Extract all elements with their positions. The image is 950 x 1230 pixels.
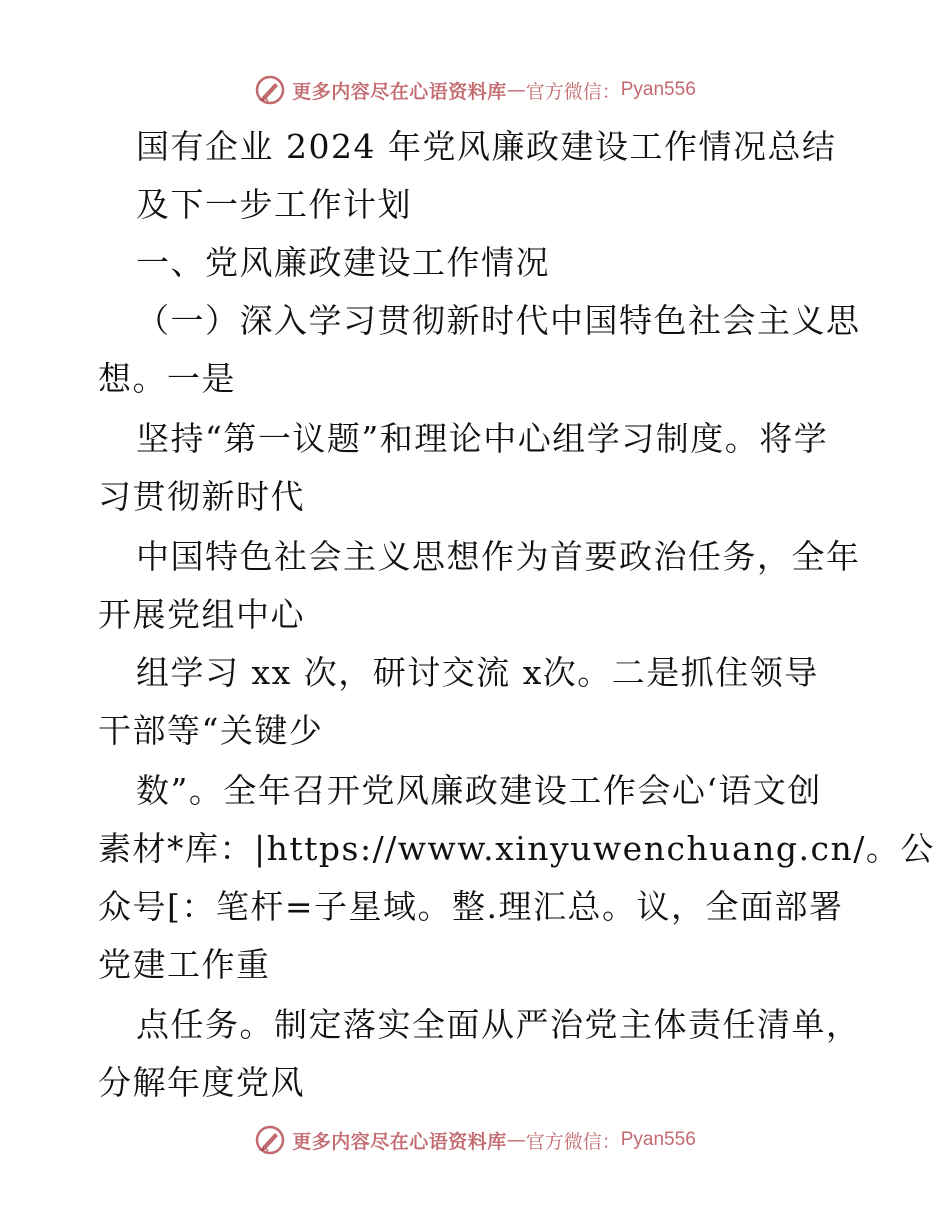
watermark-wechat-id: Pyan556 <box>620 1129 696 1150</box>
watermark-wechat-label: 官方微信： <box>525 1130 621 1153</box>
document-title-line-2: 及下一步工作计划 <box>136 185 412 224</box>
watermark-wechat-label: 官方微信： <box>525 80 621 103</box>
header-watermark-banner <box>0 70 950 110</box>
paragraph-line: 习贯彻新时代 <box>98 477 305 516</box>
watermark-separator: — <box>506 1129 526 1151</box>
paragraph-line: 党建工作重 <box>98 945 271 984</box>
section-heading: 一、党风廉政建设工作情况 <box>136 243 550 282</box>
paragraph-line: 坚持“第一议题”和理论中心组学习制度。将学 <box>136 419 829 458</box>
paragraph-line: 点任务。制定落实全面从严治党主体责任清单， <box>136 1005 861 1044</box>
paragraph-line: 众号[：笔杆=子星域。整.理汇总。议，全面部署 <box>98 887 844 926</box>
paragraph-line: 数”。全年召开党风廉政建设工作会心‘语文创 <box>136 771 822 810</box>
paragraph-line: 组学习 xx 次，研讨交流 x次。二是抓住领导 <box>136 653 819 692</box>
document-title-line-1: 国有企业 2024 年党风廉政建设工作情况总结 <box>136 127 837 166</box>
pen-logo-icon <box>254 74 286 106</box>
paragraph-line: 开展党组中心 <box>98 595 305 634</box>
watermark-wechat-id: Pyan556 <box>620 79 696 100</box>
watermark-site-text: 更多内容尽在心语资料库 <box>292 1130 507 1153</box>
subsection-heading-line-1: （一）深入学习贯彻新时代中国特色社会主义思 <box>136 301 861 340</box>
subsection-heading-line-2: 想。一是 <box>98 359 236 398</box>
footer-watermark-banner <box>0 1120 950 1160</box>
watermark-separator: — <box>506 79 526 101</box>
paragraph-line: 素材*库：|https://www.xinyuwenchuang.cn/。公 <box>98 829 935 868</box>
watermark-site-text: 更多内容尽在心语资料库 <box>292 80 507 103</box>
paragraph-line: 中国特色社会主义思想作为首要政治任务，全年 <box>136 537 861 576</box>
paragraph-line: 干部等“关键少 <box>98 711 324 750</box>
paragraph-line: 分解年度党风 <box>98 1063 305 1102</box>
pen-logo-icon <box>254 1124 286 1156</box>
